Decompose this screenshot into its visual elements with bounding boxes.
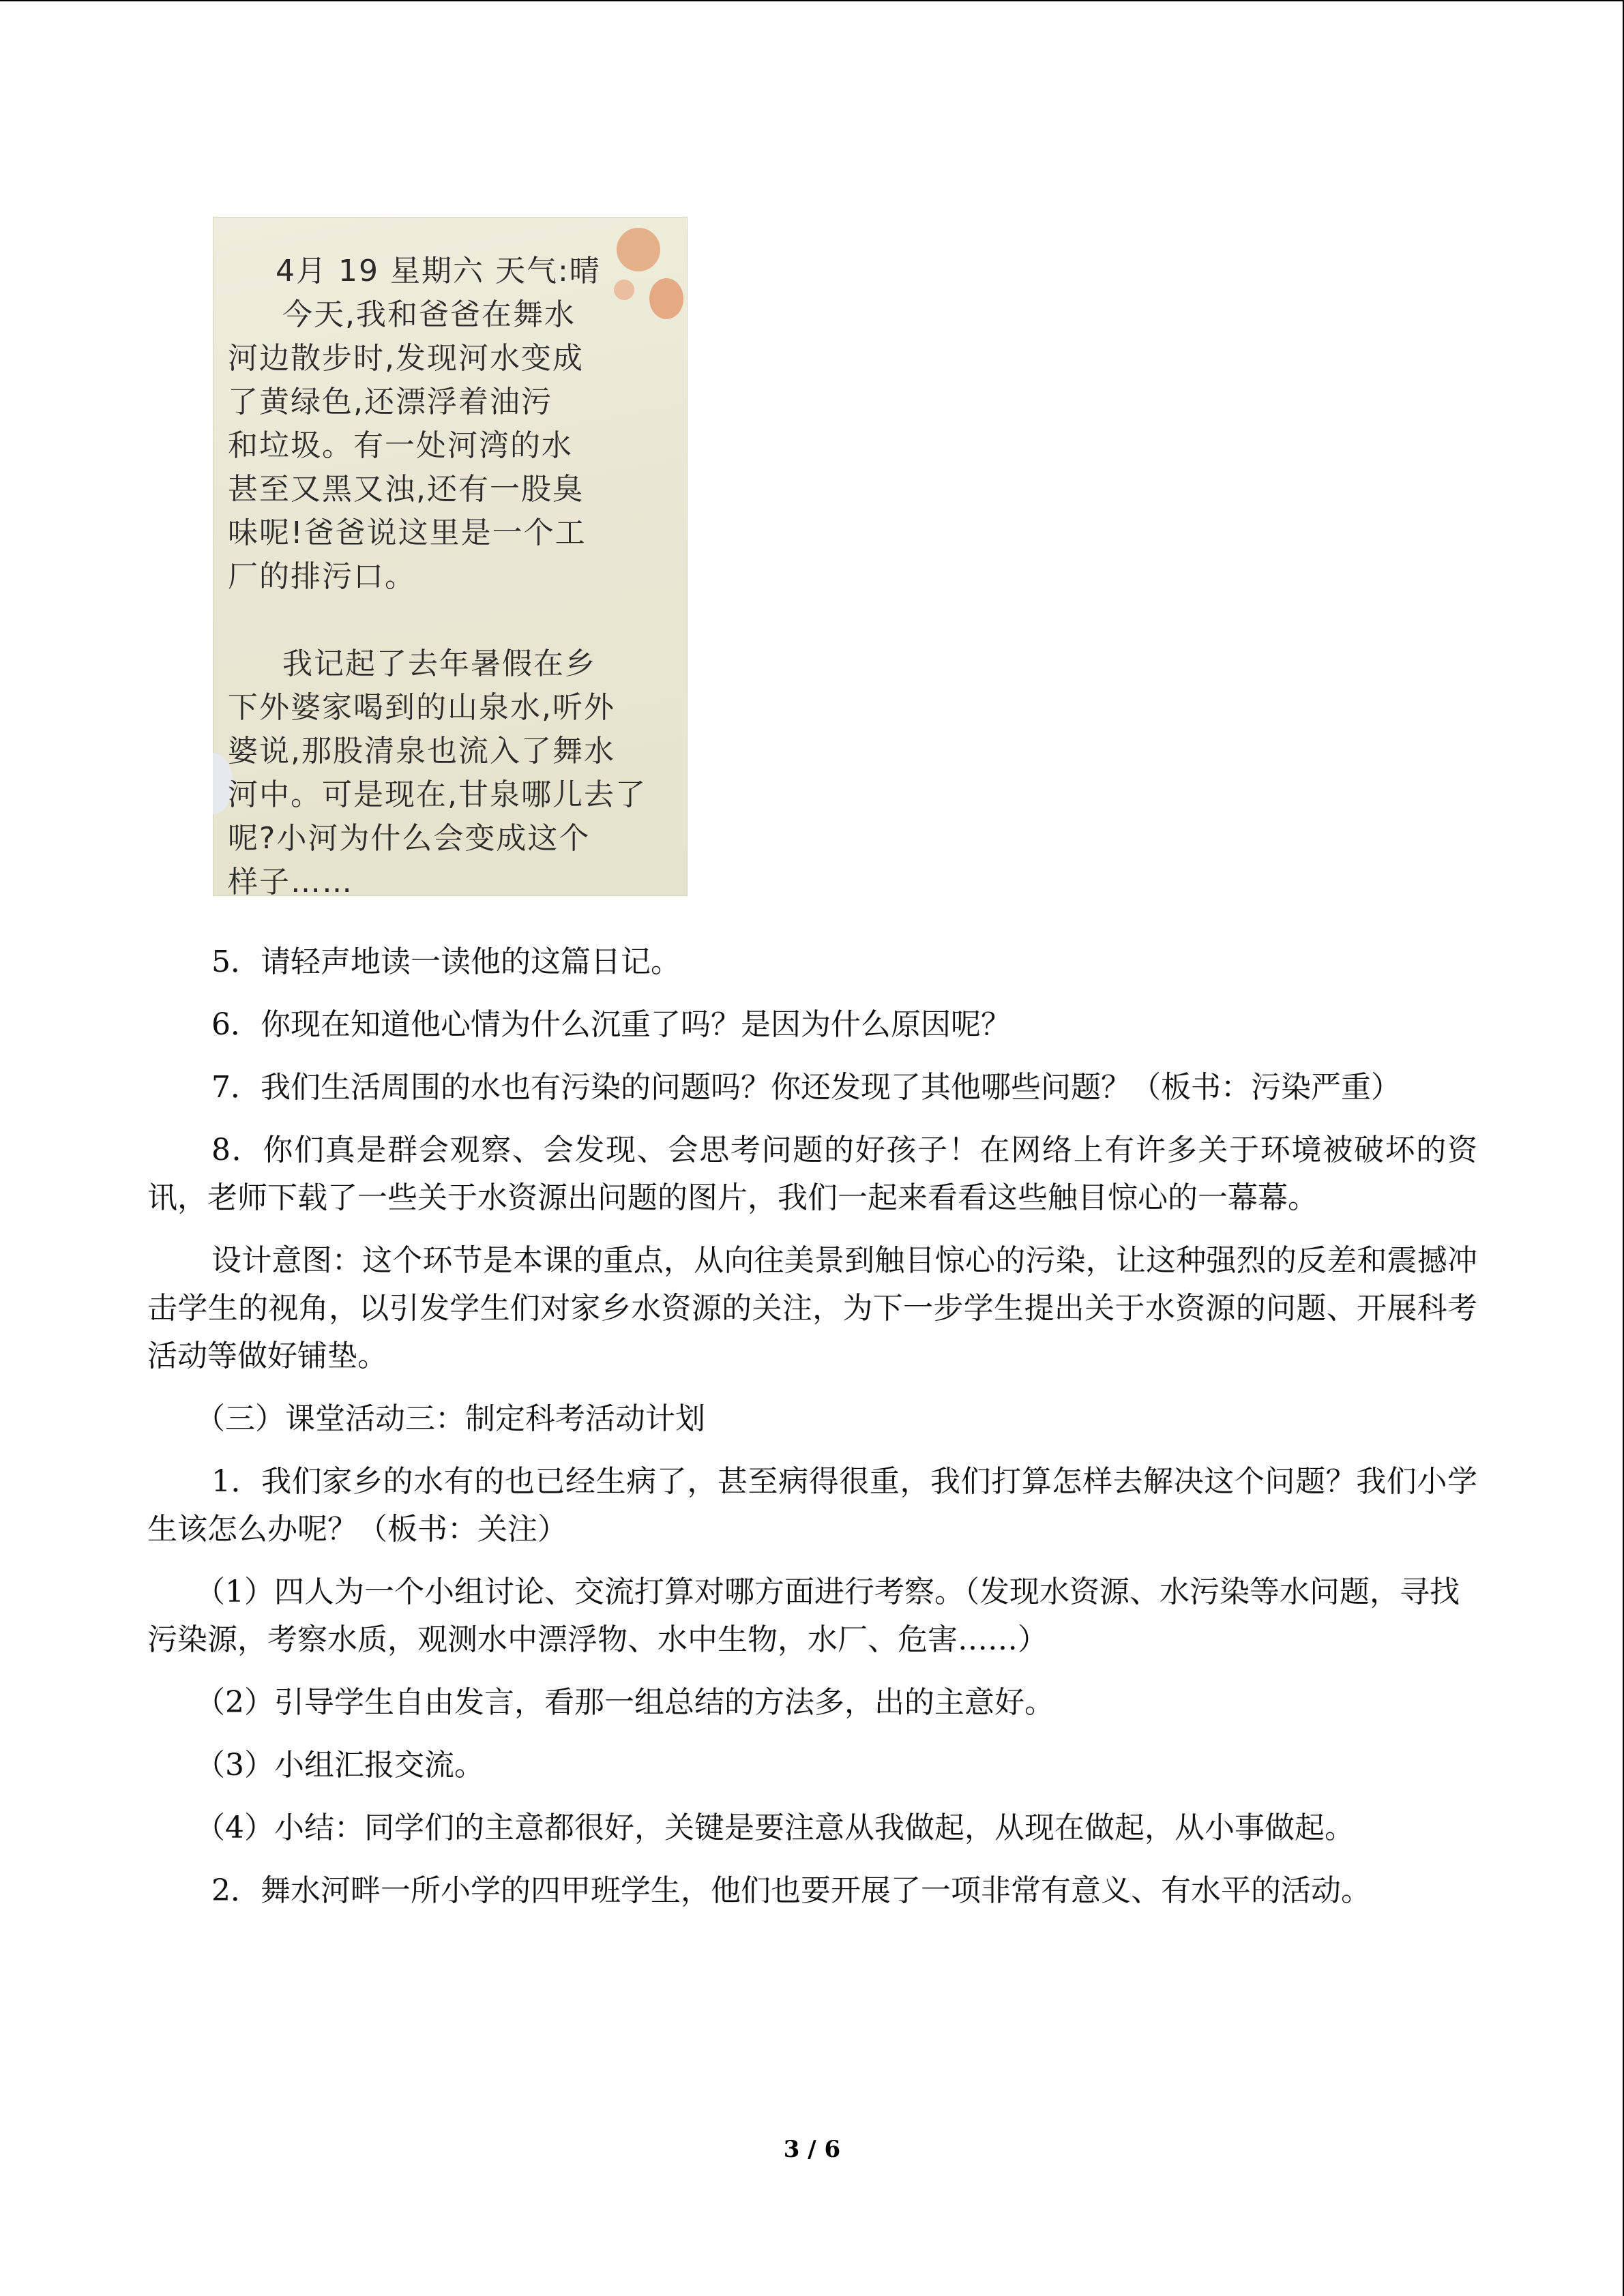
diary-line: 下外婆家喝到的山泉水,听外: [228, 690, 615, 725]
diary-line: 和垃圾。有一处河湾的水: [228, 428, 573, 463]
paragraph: 2．舞水河畔一所小学的四甲班学生，他们也要开展了一项非常有意义、有水平的活动。: [211, 1873, 1371, 1908]
paragraph: 8．你们真是群会观察、会发现、会思考问题的好孩子！在网络上有许多关于环境被破坏的资讯，老师下载了一些关于水资源出问题的图片，我们一起来看看这些触目惊心的一幕幕。: [147, 1133, 1477, 1215]
section-heading: （三）课堂活动三：制定科考活动计划: [195, 1401, 705, 1436]
diary-line: 厂的排污口。: [228, 559, 416, 594]
diary-line: 今天,我和爸爸在舞水: [282, 297, 576, 332]
diary-line: 婆说,那股清泉也流入了舞水: [228, 734, 615, 769]
diary-line: 样子……: [228, 865, 353, 896]
paragraph: （1）四人为一个小组讨论、交流打算对哪方面进行考察。（发现水资源、水污染等水问题，寻找污染源，考察水质，观测水中漂浮物、水中生物，水厂、危害……）: [147, 1575, 1460, 1657]
diary-line: 4月 19 星期六 天气:晴: [276, 254, 601, 288]
diary-line: 我记起了去年暑假在乡: [282, 646, 596, 681]
paragraph: 5．请轻声地读一读他的这篇日记。: [211, 944, 681, 979]
diary-photo: [213, 217, 688, 896]
diary-line: 了黄绿色,还漂浮着油污: [228, 385, 552, 419]
lesson-body: [147, 938, 1477, 1930]
diary-line: 甚至又黑又浊,还有一股臭: [228, 472, 584, 507]
diary-line: 河中。可是现在,甘泉哪儿去了: [228, 777, 647, 812]
paragraph: （3）小组汇报交流。: [195, 1748, 484, 1783]
design-intent-paragraph: 设计意图：这个环节是本课的重点，从向往美景到触目惊心的污染，让这种强烈的反差和震撼冲击学生的视角，以引发学生们对家乡水资源的关注，为下一步学生提出关于水资源的问题、开展科考活动等做好铺垫。: [147, 1243, 1477, 1373]
paragraph: （2）引导学生自由发言，看那一组总结的方法多，出的主意好。: [195, 1685, 1054, 1720]
paragraph: 6．你现在知道他心情为什么沉重了吗？是因为什么原因呢？: [211, 1007, 1011, 1042]
diary-line: 河边散步时,发现河水变成: [228, 341, 584, 376]
page-number: 3 / 6: [783, 2136, 841, 2163]
paragraph: 1．我们家乡的水有的也已经生病了，甚至病得很重，我们打算怎样去解决这个问题？我们小学生该怎么办呢？（板书：关注）: [147, 1464, 1477, 1547]
paragraph: （4）小结：同学们的主意都很好，关键是要注意从我做起，从现在做起，从小事做起。: [195, 1810, 1355, 1845]
paragraph: 7．我们生活周围的水也有污染的问题吗？你还发现了其他哪些问题？（板书：污染严重）: [211, 1070, 1401, 1105]
diary-handwriting: [228, 250, 671, 896]
diary-line: 呢?小河为什么会变成这个: [228, 821, 591, 856]
diary-line: 味呢!爸爸说这里是一个工: [228, 516, 587, 550]
